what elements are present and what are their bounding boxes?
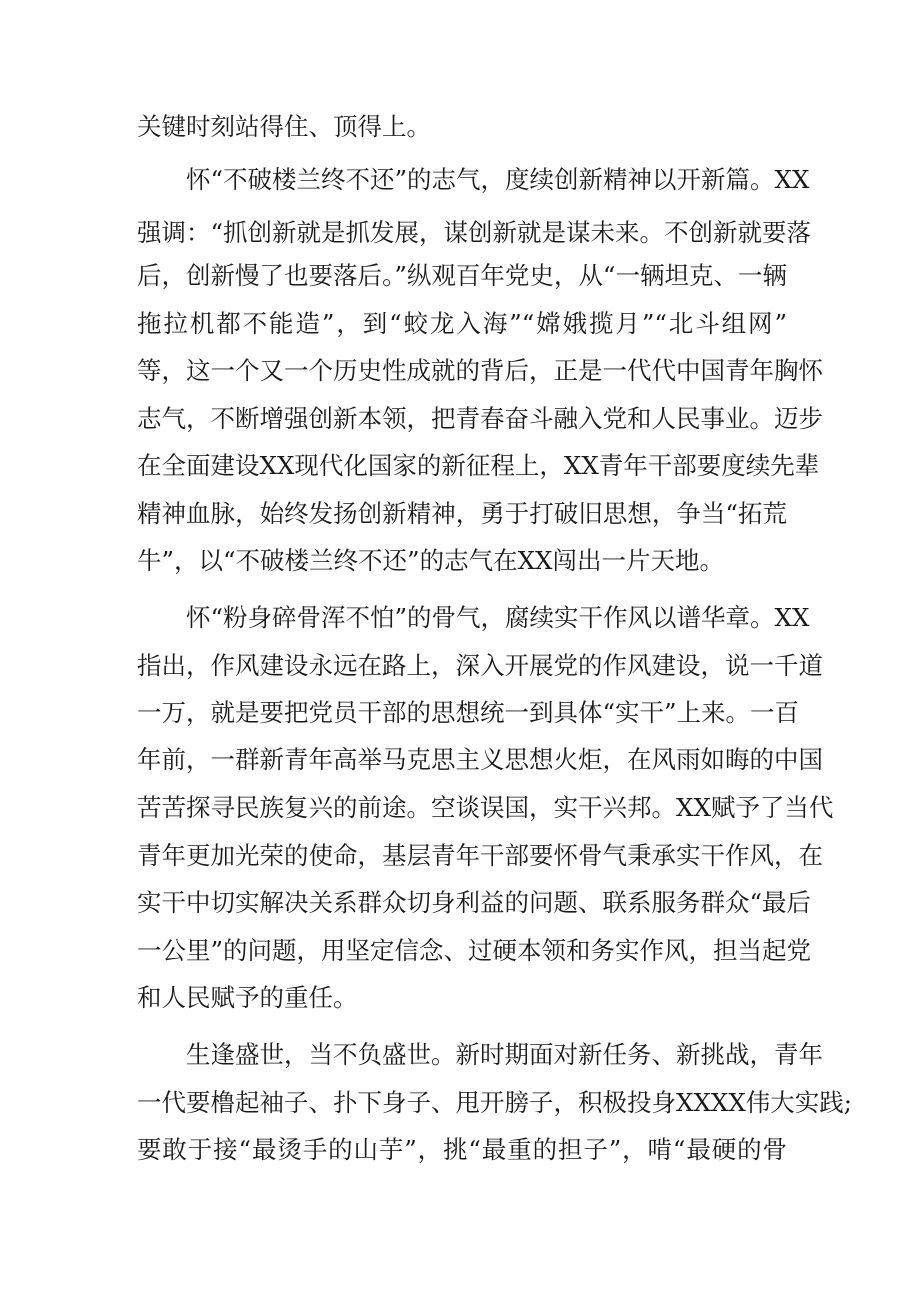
text-line: 在全面建设XX现代化国家的新征程上，XX青年干部要度续先辈 — [137, 451, 820, 480]
text-line: 精神血脉，始终发扬创新精神，勇于打破旧思想，争当“拓荒 — [137, 499, 787, 528]
text-line: 强调：“抓创新就是抓发展，谋创新就是谋未来。不创新就要落 — [137, 218, 812, 247]
text-line: 一公里”的问题，用坚定信念、过硬本领和务实作风，担当起党 — [137, 936, 812, 965]
text-line: 指出，作风建设永远在路上，深入开展党的作风建设，说一千道 — [137, 651, 823, 680]
text-line: 和人民赋予的重任。 — [137, 983, 358, 1012]
text-line: 牛”，以“不破楼兰终不还”的志气在XX闯出一片天地。 — [137, 546, 724, 575]
text-line: 青年更加光荣的使命，基层青年干部要怀骨气秉承实干作风，在 — [137, 841, 823, 870]
text-line: 要敢于接“最烫手的山芋”，挑“最重的担子”，啃“最硬的骨 — [137, 1135, 787, 1164]
text-line: 关键时刻站得住、顶得上。 — [137, 112, 431, 141]
text-line: 后，创新慢了也要落后。”纵观百年党史，从“一辆坦克、一辆 — [137, 261, 787, 290]
text-line: 怀“不破楼兰终不还”的志气，度续创新精神以开新篇。XX — [186, 165, 810, 194]
text-line: 一代要橹起袖子、扑下身子、甩开膀子，积极投身XXXX伟大实践; — [137, 1088, 853, 1117]
text-line: 实干中切实解决关系群众切身利益的问题、联系服务群众“最后 — [137, 888, 812, 917]
text-line: 一万，就是要把党员干部的思想统一到具体“实干”上来。一百 — [137, 698, 800, 727]
text-line: 拖拉机都不能造”，到“蛟龙入海”“嫦娥揽月”“北斗组网” — [137, 309, 787, 338]
text-line: 志气，不断增强创新本领，把青春奋斗融入党和人民事业。迈步 — [137, 404, 823, 433]
text-line: 怀“粉身碎骨浑不怕”的骨气，腐续实干作风以谱华章。XX — [186, 603, 810, 632]
text-line: 生逢盛世，当不负盛世。新时期面对新任务、新挑战，青年 — [186, 1040, 823, 1069]
text-line: 年前，一群新青年高举马克思主义思想火炬，在风雨如晦的中国 — [137, 745, 823, 774]
text-line: 等，这一个又一个历史性成就的背后，正是一代代中国青年胸怀 — [137, 356, 823, 385]
text-line: 苦苦探寻民族复兴的前途。空谈误国，实干兴邦。XX赋予了当代 — [137, 793, 834, 822]
